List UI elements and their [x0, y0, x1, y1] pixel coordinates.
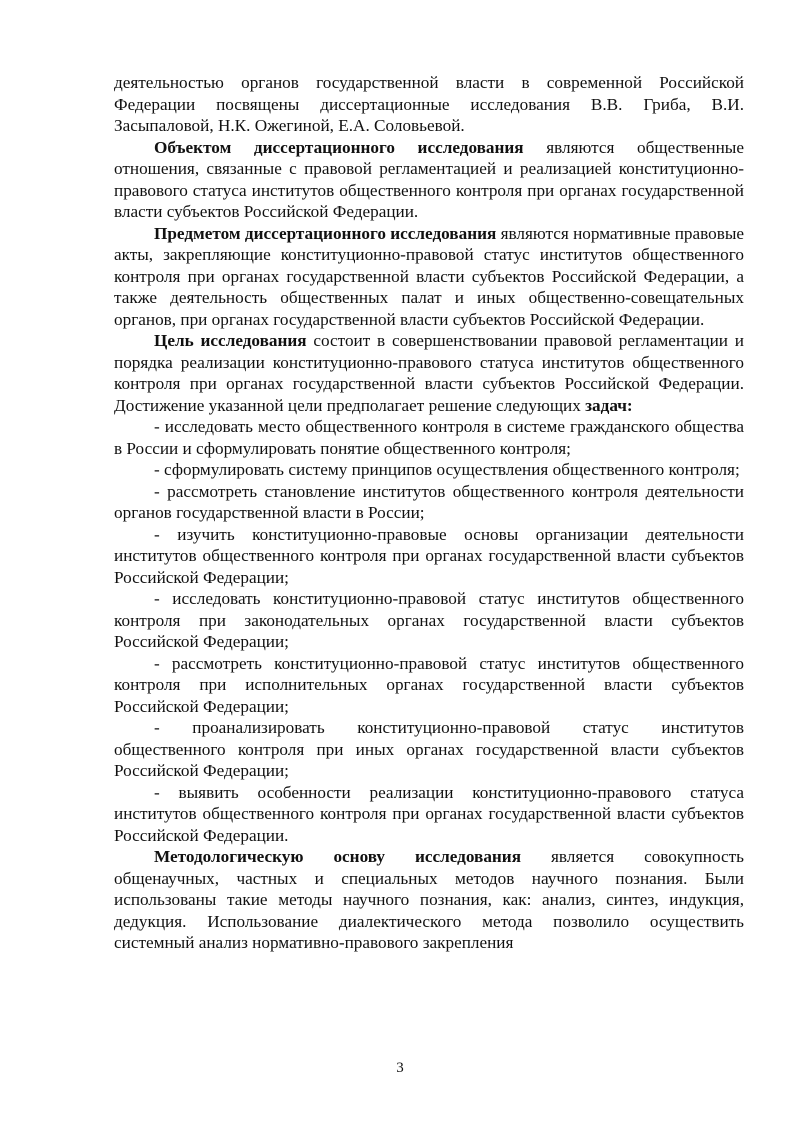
task-item: - выявить особенности реализации конституционно-правового статуса институтов общественного контроля при органах государственной власти субъектов Российской Федерации.: [114, 782, 744, 845]
task-item: - исследовать конституционно-правовой статус институтов общественного контроля при законодательных органах государственной власти субъектов Российской Федерации;: [114, 589, 744, 651]
method-text: является совокупность общенаучных, частных и специальных методов научного познания. Были использованы такие методы научного познания, как: анализ, синтез, индукция, дедукция. Использование диалектического метода позволило осуществить системный анализ нормативно-правового закрепления: [114, 847, 744, 952]
object-text: являются общественные отношения, связанные с правовой регламентацией и реализацией конституционно-правового статуса институтов общественного контроля при органах государственной власти субъектов Российской Федерации.: [114, 137, 744, 221]
object-heading: Объектом диссертационного исследования: [154, 137, 524, 157]
task-item: - проанализировать конституционно-правовой статус институтов общественного контроля при иных органах государственной власти субъектов Российской Федерации;: [114, 718, 744, 780]
tasks-heading: задач:: [585, 395, 633, 415]
object-paragraph: [114, 137, 744, 223]
document-page: [114, 72, 744, 954]
intro-paragraph: [114, 72, 744, 137]
task-item: - сформулировать систему принципов осуществления общественного контроля;: [154, 460, 740, 479]
task-item: - исследовать место общественного контроля в системе гражданского общества в России и сформулировать понятие общественного контроля;: [114, 417, 744, 458]
method-heading: Методологическую основу исследования: [154, 847, 522, 866]
subject-heading: Предметом диссертационного исследования: [154, 223, 497, 243]
goal-heading: Цель исследования: [154, 331, 307, 350]
page-number: 3: [396, 1060, 404, 1076]
goal-paragraph: [114, 330, 744, 416]
subject-paragraph: [114, 223, 744, 331]
intro-text: деятельностью органов государственной власти в современной Российской Федерации посвящены диссертационные исследования В.В. Гриба, В.И. Засыпаловой, Н.К. Ожегиной, Е.А. Соловьевой.: [114, 73, 744, 135]
subject-text: являются нормативные правовые акты, закрепляющие конституционно-правовой статус институтов общественного контроля при органах государственной власти субъектов Российской Федерации, а также деятельность общественных палат и иных общественно-совещательных органов, при органах государственной власти субъектов Российской Федерации.: [114, 223, 744, 329]
task-item: - рассмотреть становление институтов общественного контроля деятельности органов государственной власти в России;: [114, 481, 744, 522]
task-item: - изучить конституционно-правовые основы организации деятельности институтов общественного контроля при органах государственной власти субъектов Российской Федерации;: [114, 524, 744, 587]
task-item: - рассмотреть конституционно-правовой статус институтов общественного контроля при исполнительных органах государственной власти субъектов Российской Федерации;: [114, 653, 744, 716]
method-paragraph: [114, 846, 744, 954]
goal-text: состоит в совершенствовании правовой регламентации и порядка реализации конституционно-правового статуса институтов общественного контроля при органах государственной власти субъектов Российской Федерации. Достижение указанной цели предполагает решение следующих: [114, 331, 744, 415]
